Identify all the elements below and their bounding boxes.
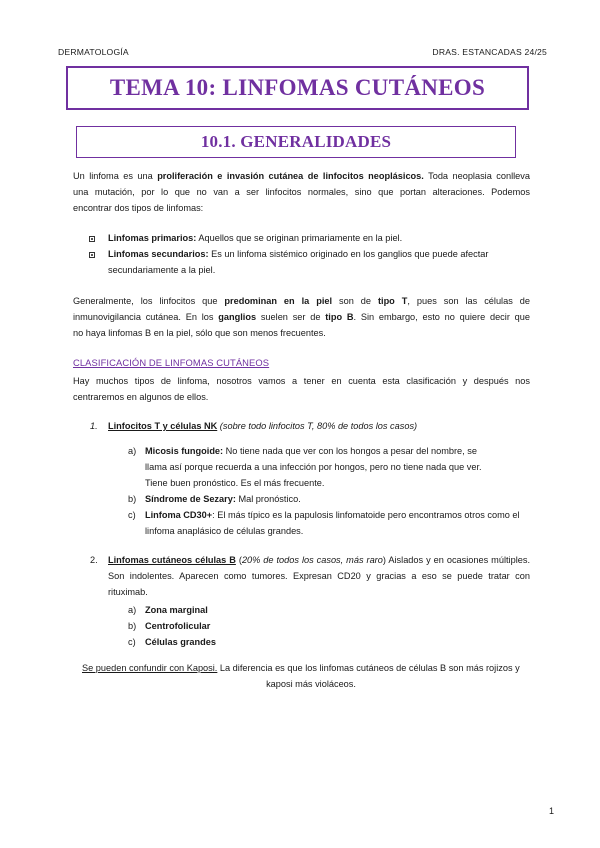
classification-line-2: centraremos en algunos de ellos. <box>73 392 209 402</box>
group2-line-3: rituximab. <box>108 587 148 597</box>
group2-line-2: Son indolentes. Aparecen como tumores. Expresan CD20 y gracias a eso se puede tratar con <box>108 571 530 581</box>
section-title: 10.1. GENERALIDADES <box>200 132 392 151</box>
cd30-line-1: Linfoma CD30+: El más típico es la papulosis linfomatoide pero encontramos otros como el <box>145 510 520 520</box>
type-primary: Linfomas primarios: Aquellos que se originan primariamente en la piel. <box>108 233 403 243</box>
b-type-item: Zona marginal <box>145 605 208 615</box>
item-letter: b) <box>128 621 137 631</box>
item-letter: b) <box>128 494 137 504</box>
para2-line-3: no haya linfomas B en la piel, sólo que son menos frecuentes. <box>73 328 326 338</box>
group1-title: Linfocitos T y células NK (sobre todo linfocitos T, 80% de todos los casos) <box>108 421 418 431</box>
footer-note-line-1: Se pueden confundir con Kaposi. La diferencia es que los linfomas cutáneos de células B son más rojizos y <box>82 663 520 673</box>
group2-line-1: Linfomas cutáneos células B (20% de todos los casos, más raro) Aislados y en ocasiones múltiples. <box>108 555 530 565</box>
mycosis-line-2: llama así porque recuerda a una infección por hongos, pero no tiene nada que ver. <box>145 462 482 472</box>
b-type-item: Células grandes <box>145 637 216 647</box>
classification-line-1: Hay muchos tipos de linfoma, nosotros vamos a tener en cuenta esta clasificación y después nos <box>73 376 530 386</box>
item-letter: c) <box>128 637 136 647</box>
intro-bold: proliferación e invasión cutánea de linfocitos neoplásicos. <box>157 171 424 181</box>
intro-line-1: Un linfoma es una proliferación e invasión cutánea de linfocitos neoplásicos. Toda neoplasia conlleva <box>73 171 530 181</box>
square-bullet-icon <box>89 236 95 242</box>
sezary-line: Síndrome de Sezary: Mal pronóstico. <box>145 494 301 504</box>
header-subject: DERMATOLOGÍA <box>58 47 129 57</box>
para2-line-2: inmunovigilancia cutánea. En los ganglios suelen ser de tipo B. Sin embargo, esto no quiere decir que <box>73 312 530 322</box>
type-secondary: Linfomas secundarios: Es un linfoma sistémico originado en los ganglios que puede afectar <box>108 249 489 259</box>
b-type-item: Centrofolicular <box>145 621 211 631</box>
item-letter: a) <box>128 446 137 456</box>
page-number: 1 <box>548 806 554 816</box>
header-course: DRAS. ESTANCADAS 24/25 <box>432 47 547 57</box>
square-bullet-icon <box>89 252 95 258</box>
intro-line-2: una mutación, por lo que no van a ser linfocitos normales, sino que portan alteraciones. Podemos <box>73 187 530 197</box>
group1-number: 1. <box>90 421 98 431</box>
cd30-line-2: linfoma anaplásico de células grandes. <box>145 526 304 536</box>
type-secondary-cont: secundariamente a la piel. <box>108 265 216 275</box>
subtitle-box <box>76 126 516 158</box>
footer-note-line-2: kaposi más violáceos. <box>266 679 356 689</box>
item-letter: c) <box>128 510 136 520</box>
mycosis-line-3: Tiene buen pronóstico. Es el más frecuente. <box>145 478 325 488</box>
title-box <box>66 66 529 110</box>
classification-heading: CLASIFICACIÓN DE LINFOMAS CUTÁNEOS <box>73 357 270 368</box>
mycosis-line-1: Micosis fungoide: No tiene nada que ver con los hongos a pesar del nombre, se <box>145 446 477 456</box>
intro-line-3: encontrar dos tipos de linfomas: <box>73 203 204 213</box>
page-title: TEMA 10: LINFOMAS CUTÁNEOS <box>109 75 486 100</box>
group2-number: 2. <box>90 555 98 565</box>
item-letter: a) <box>128 605 137 615</box>
para2-line-1: Generalmente, los linfocitos que predominan en la piel son de tipo T, pues son las células de <box>73 296 530 306</box>
